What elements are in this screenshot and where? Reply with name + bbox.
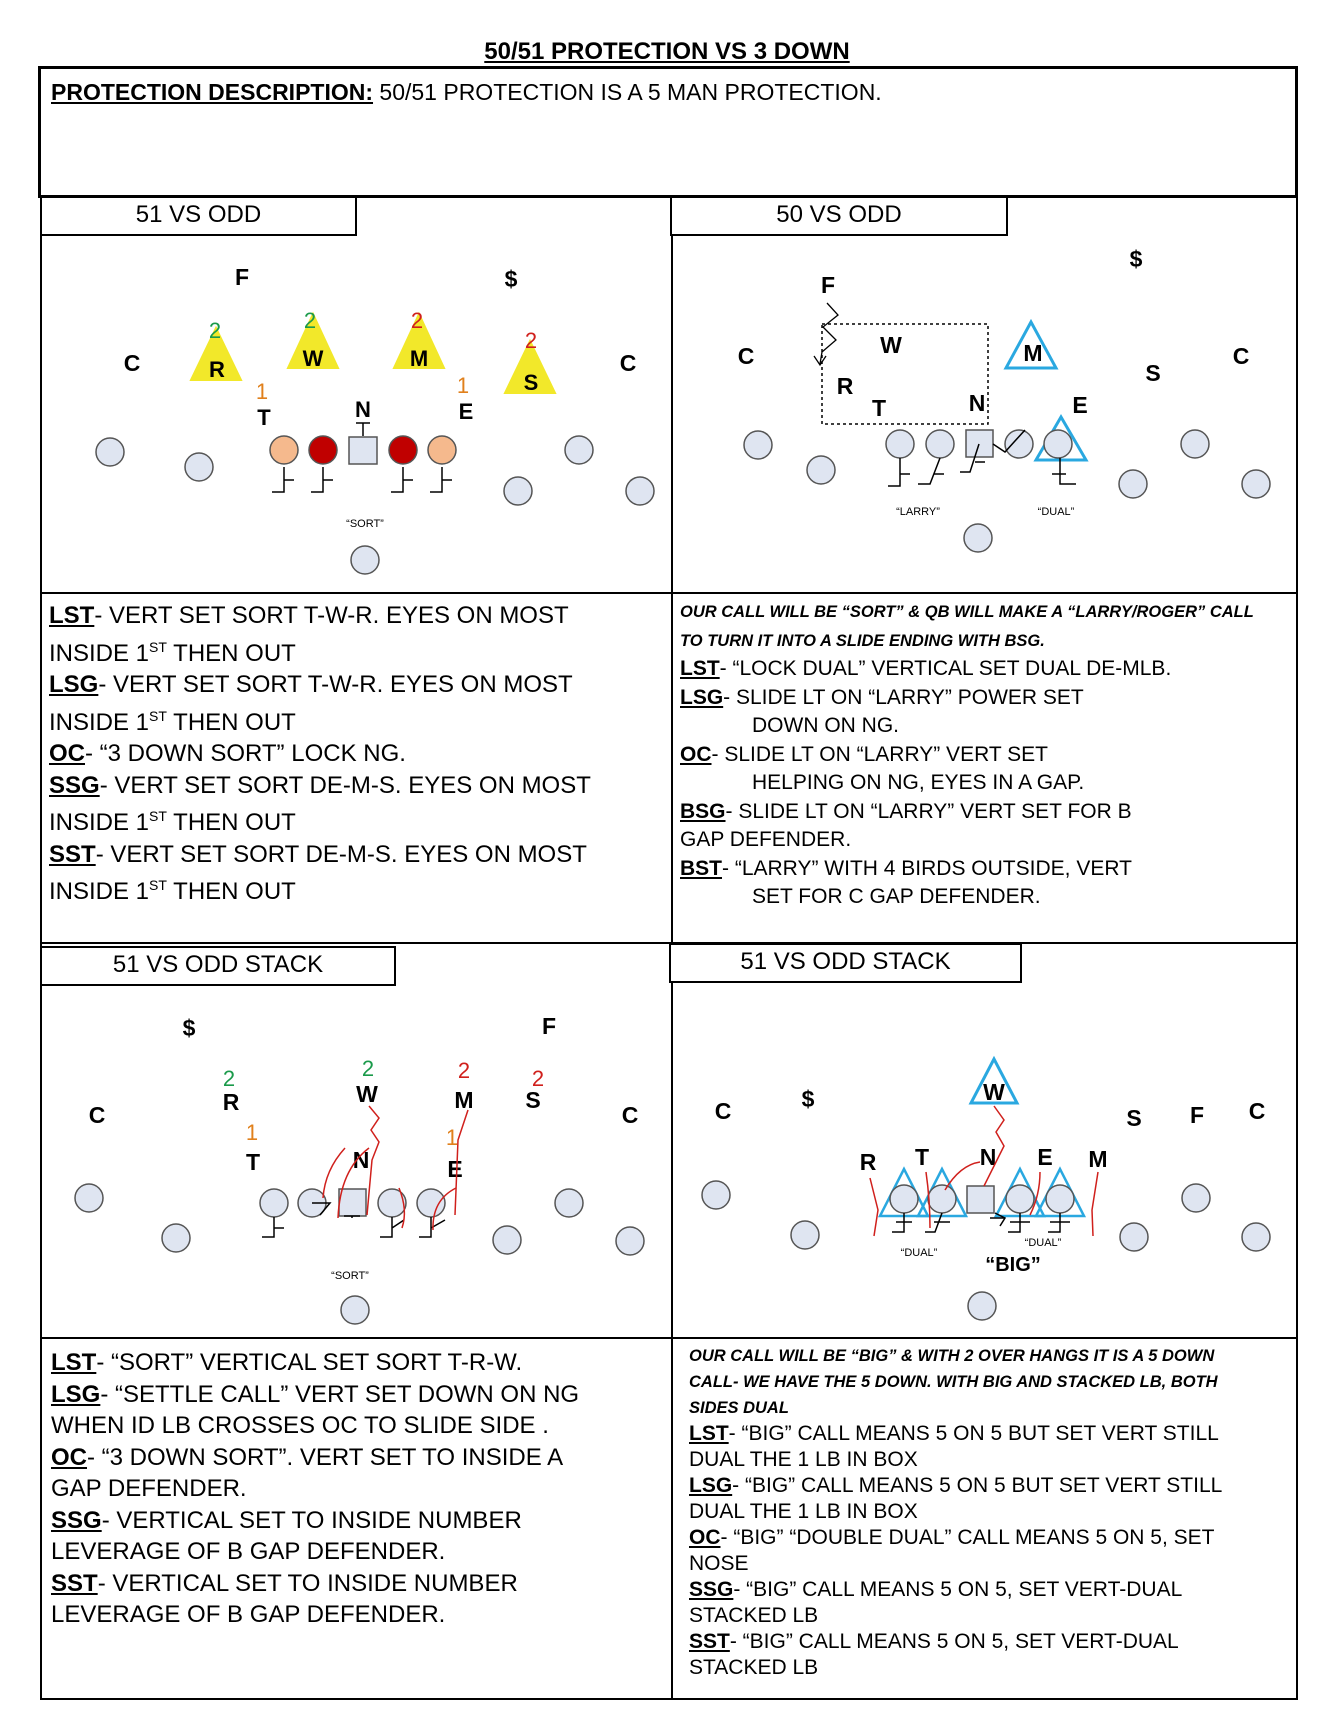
- p4-label-f: F: [1189, 1102, 1205, 1128]
- p4-note-7: STACKED LB: [689, 1604, 819, 1627]
- p4-label-c-left: C: [714, 1098, 732, 1124]
- p4-note-text: - “BIG” CALL MEANS 5 ON 5 BUT SET VERT STILL: [728, 1422, 1219, 1445]
- p4-tag-dual-right: “DUAL”: [1024, 1237, 1062, 1249]
- p4-label-n: N: [979, 1144, 997, 1170]
- p3-note-key: SST: [51, 1569, 98, 1597]
- p4-slot-left: [791, 1221, 819, 1249]
- p1-num-m: 2: [410, 308, 424, 333]
- p1-tag-sort: “SORT”: [346, 518, 384, 530]
- p1-label-r: R: [209, 357, 225, 382]
- p1-note-key: OC: [49, 740, 85, 767]
- p1-note-sup: ST: [149, 808, 167, 824]
- p1-note-sup: ST: [149, 638, 167, 655]
- p2-label-c-left: C: [737, 343, 755, 369]
- p4-label-s: S: [1126, 1105, 1142, 1131]
- panel-1-title: 51 VS ODD: [40, 196, 357, 236]
- p3-label-w: W: [356, 1081, 378, 1107]
- p3-label-s: S: [525, 1087, 541, 1113]
- panel-3-title: 51 VS ODD STACK: [40, 946, 396, 986]
- p4-note-key: LSG: [689, 1474, 733, 1497]
- p1-note-text: - “3 DOWN SORT” LOCK NG.: [85, 740, 406, 767]
- p1-note-tail: THEN OUT: [166, 639, 296, 667]
- p3-tag-sort: “SORT”: [331, 1270, 369, 1282]
- p1-num-w: 2: [303, 308, 317, 333]
- p1-note-tail: THEN OUT: [166, 878, 296, 905]
- p3-label-c-left: C: [88, 1102, 106, 1128]
- p3-note-key: LSG: [51, 1380, 101, 1408]
- p3-note-key: SSG: [51, 1506, 102, 1534]
- p4-note-8: [689, 1629, 1222, 1655]
- p3-note-8: LEVERAGE OF B GAP DEFENDER.: [51, 1601, 446, 1628]
- panel-4-notes: [689, 1343, 1222, 1681]
- p1-label-c-right: C: [619, 350, 637, 376]
- p3-label-safety: $: [182, 1015, 196, 1041]
- p4-label-c-right: C: [1248, 1098, 1266, 1124]
- p4-intro-2: CALL- WE HAVE THE 5 DOWN. WITH BIG AND STACKED LB, BOTH: [689, 1373, 1218, 1391]
- p1-num-t: 1: [255, 379, 269, 404]
- p3-num-e: 1: [445, 1125, 459, 1150]
- p4-tag-dual-left: “DUAL”: [900, 1247, 938, 1259]
- p2-note-key: LST: [680, 657, 720, 680]
- p4-note-1: DUAL THE 1 LB IN BOX: [689, 1448, 918, 1471]
- p4-rt: [1046, 1185, 1074, 1213]
- p1-label-w: W: [302, 346, 324, 371]
- p4-note-key: OC: [689, 1526, 721, 1549]
- description-label: PROTECTION DESCRIPTION:: [51, 79, 374, 105]
- p2-label-n: N: [968, 390, 986, 416]
- p2-label-safety: $: [1129, 246, 1143, 272]
- p1-note-text: - VERT SET SORT T-W-R. EYES ON MOST: [98, 671, 573, 698]
- p3-note-text: - “SORT” VERTICAL SET SORT T-R-W.: [96, 1349, 523, 1376]
- p4-label-t: T: [914, 1144, 930, 1170]
- p2-note-text: - SLIDE LT ON “LARRY” VERT SET FOR B: [725, 799, 1132, 823]
- p1-label-c-left: C: [123, 350, 141, 376]
- p1-note-tail: THEN OUT: [166, 708, 296, 736]
- p2-note-text: - “LARRY” WITH 4 BIRDS OUTSIDE, VERT: [722, 856, 1132, 880]
- p1-note-key: SST: [49, 840, 96, 868]
- p1-note-text: INSIDE 1: [49, 809, 150, 836]
- p4-wr-right-1: [1182, 1184, 1210, 1212]
- p4-label-w: W: [983, 1079, 1005, 1105]
- p4-intro-3: SIDES DUAL: [689, 1399, 789, 1417]
- p4-note-0: [689, 1421, 1222, 1447]
- p4-wr-left: [702, 1181, 730, 1209]
- p2-label-m: M: [1023, 340, 1043, 366]
- p3-num-t: 1: [245, 1120, 259, 1145]
- p3-label-r: R: [222, 1089, 240, 1115]
- p4-note-text: - “BIG” CALL MEANS 5 ON 5, SET VERT-DUAL: [729, 1630, 1179, 1653]
- p4-qb: [968, 1292, 996, 1320]
- p1-note-tail: THEN OUT: [166, 809, 296, 836]
- p2-label-t: T: [871, 395, 887, 421]
- p4-rg: [1006, 1185, 1034, 1213]
- p1-label-s: S: [523, 370, 539, 395]
- p2-note-8: SET FOR C GAP DEFENDER.: [752, 885, 1041, 908]
- p4-label-m: M: [1088, 1146, 1108, 1172]
- p4-note-key: LST: [689, 1422, 729, 1445]
- p2-intro-1: OUR CALL WILL BE “SORT” & QB WILL MAKE A “LARRY/ROGER” CALL: [680, 603, 1254, 621]
- p3-note-key: OC: [51, 1443, 87, 1471]
- p4-intro-1: OUR CALL WILL BE “BIG” & WITH 2 OVER HANGS IT IS A 5 DOWN: [689, 1347, 1215, 1365]
- p1-note-text: - VERT SET SORT DE-M-S. EYES ON MOST: [95, 840, 587, 868]
- p1-label-t: T: [257, 405, 271, 430]
- p1-label-m: M: [409, 346, 429, 371]
- p1-note-key: LST: [49, 602, 95, 629]
- p4-lg: [928, 1185, 956, 1213]
- p2-label-r: R: [836, 373, 854, 399]
- p3-note-text: - “SETTLE CALL” VERT SET DOWN ON NG: [100, 1380, 580, 1408]
- p4-note-3: DUAL THE 1 LB IN BOX: [689, 1500, 918, 1523]
- p3-note-text: - “3 DOWN SORT”. VERT SET TO INSIDE A: [87, 1443, 564, 1471]
- p4-center: [967, 1186, 994, 1213]
- p1-num-r: 2: [208, 318, 222, 343]
- p1-num-e: 1: [456, 373, 470, 398]
- p1-label-e: E: [458, 399, 474, 424]
- p2-note-6: GAP DEFENDER.: [680, 828, 852, 851]
- p2-label-e: E: [1072, 392, 1088, 418]
- p2-intro-2: TO TURN IT INTO A SLIDE ENDING WITH BSG.: [680, 631, 1045, 650]
- p4-lt: [890, 1185, 918, 1213]
- p4-label-r: R: [859, 1149, 877, 1175]
- p2-note-text: - SLIDE LT ON “LARRY” VERT SET: [711, 742, 1048, 766]
- p3-num-m: 2: [457, 1058, 471, 1083]
- p1-label-safety: $: [504, 266, 518, 292]
- p4-note-text: - “BIG” “DOUBLE DUAL” CALL MEANS 5 ON 5, SET: [720, 1526, 1215, 1549]
- p2-note-text: - SLIDE LT ON “LARRY” POWER SET: [723, 685, 1084, 709]
- p3-label-n: N: [352, 1147, 370, 1173]
- panel-4-title: 51 VS ODD STACK: [669, 943, 1022, 983]
- p1-note-sup: ST: [149, 877, 167, 893]
- p3-num-r: 2: [222, 1066, 236, 1091]
- p3-label-m: M: [454, 1087, 474, 1113]
- p3-note-6: LEVERAGE OF B GAP DEFENDER.: [51, 1538, 446, 1565]
- p1-note-sup: ST: [149, 707, 167, 724]
- p3-label-e: E: [447, 1156, 463, 1182]
- page-title: 50/51 PROTECTION VS 3 DOWN: [484, 38, 850, 65]
- p3-note-text: - VERTICAL SET TO INSIDE NUMBER: [101, 1506, 522, 1534]
- p3-label-t: T: [245, 1149, 261, 1175]
- p1-note-text: INSIDE 1: [49, 708, 150, 736]
- p2-note-key: BST: [680, 856, 722, 880]
- p3-note-2: WHEN ID LB CROSSES OC TO SLIDE SIDE .: [51, 1412, 549, 1439]
- p1-label-n: N: [355, 397, 371, 422]
- p4-note-5: NOSE: [689, 1552, 749, 1575]
- p1-note-key: LSG: [49, 671, 99, 698]
- p1-note-text: - VERT SET SORT DE-M-S. EYES ON MOST: [99, 771, 591, 799]
- p4-tag-big: “BIG”: [985, 1254, 1041, 1276]
- p1-note-text: INSIDE 1: [49, 878, 150, 905]
- p4-note-9: STACKED LB: [689, 1656, 819, 1679]
- p2-note-2: DOWN ON NG.: [752, 714, 899, 737]
- p1-note-text: - VERT SET SORT T-W-R. EYES ON MOST: [94, 602, 569, 629]
- p4-label-e: E: [1037, 1144, 1053, 1170]
- p4-te: [1120, 1223, 1148, 1251]
- p1-num-s: 2: [524, 328, 538, 353]
- p1-label-f: F: [234, 264, 250, 290]
- p3-note-4: GAP DEFENDER.: [51, 1475, 247, 1502]
- description-text: 50/51 PROTECTION IS A 5 MAN PROTECTION.: [373, 79, 882, 105]
- p4-note-2: [689, 1473, 1222, 1499]
- p2-note-4: HELPING ON NG, EYES IN A GAP.: [752, 771, 1085, 794]
- p2-label-s: S: [1145, 360, 1161, 386]
- p4-note-text: - “BIG” CALL MEANS 5 ON 5 BUT SET VERT STILL: [732, 1474, 1223, 1497]
- p3-note-key: LST: [51, 1349, 97, 1376]
- panel-2-title: 50 VS ODD: [670, 196, 1008, 236]
- p4-note-key: SST: [689, 1630, 730, 1653]
- p4-label-safety: $: [801, 1086, 815, 1112]
- p4-note-text: - “BIG” CALL MEANS 5 ON 5, SET VERT-DUAL: [733, 1578, 1183, 1601]
- p2-note-key: LSG: [680, 685, 724, 709]
- p3-num-s: 2: [531, 1066, 545, 1091]
- p2-tag-dual: “DUAL”: [1037, 506, 1075, 518]
- p2-label-f: F: [820, 272, 836, 298]
- p4-wr-right-2: [1242, 1223, 1270, 1251]
- p3-label-f: F: [541, 1013, 557, 1039]
- p1-note-key: SSG: [49, 771, 100, 799]
- p4-note-key: SSG: [689, 1578, 734, 1601]
- p2-label-c-right: C: [1232, 343, 1250, 369]
- p3-num-w: 2: [361, 1056, 375, 1081]
- p2-tag-larry: “LARRY”: [896, 506, 940, 518]
- p2-note-key: BSG: [680, 799, 726, 823]
- p4-note-6: [689, 1577, 1222, 1603]
- p3-label-c-right: C: [621, 1102, 639, 1128]
- p2-label-w: W: [880, 332, 902, 358]
- p2-note-key: OC: [680, 742, 712, 766]
- p3-note-text: - VERTICAL SET TO INSIDE NUMBER: [97, 1569, 518, 1597]
- p1-note-text: INSIDE 1: [49, 639, 150, 667]
- p2-note-text: - “LOCK DUAL” VERTICAL SET DUAL DE-MLB.: [719, 657, 1172, 680]
- p4-note-4: [689, 1525, 1222, 1551]
